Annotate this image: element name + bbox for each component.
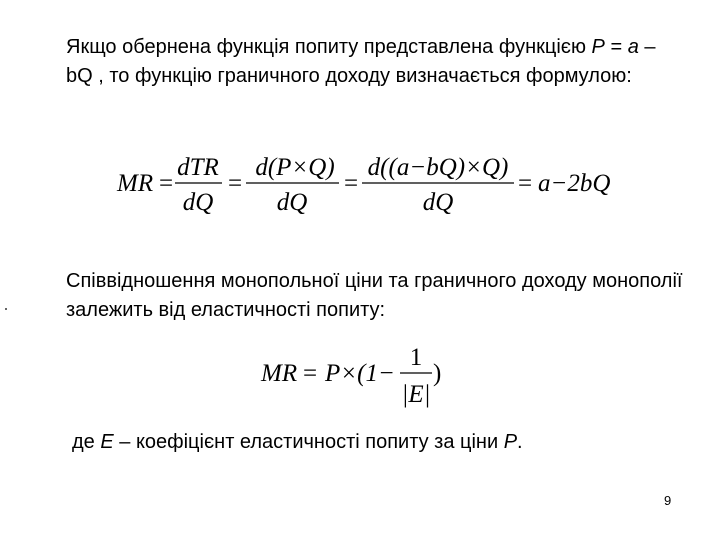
elasticity-formula <box>258 340 458 418</box>
page-number: 9 <box>664 493 672 508</box>
margin-mark <box>5 308 7 310</box>
formula2-equals: = <box>303 360 318 387</box>
formula2-close: ) <box>433 360 442 387</box>
variable-p-price: Р <box>503 431 518 453</box>
variable-e: Е <box>100 431 114 453</box>
formula1-equals-3: = <box>344 170 359 197</box>
intro-text-part: = <box>604 36 628 58</box>
formula2-denominator: |E| <box>401 381 431 408</box>
formula2-body: P×(1− <box>325 360 395 387</box>
formula2-numerator: 1 <box>409 344 423 371</box>
formula1-frac2-denominator: dQ <box>276 189 308 216</box>
marginal-revenue-formula <box>112 148 632 220</box>
definition-text-part: . <box>517 431 523 453</box>
formula1-frac2-numerator: d(P×Q) <box>255 154 335 181</box>
intro-text-part: – <box>638 36 656 58</box>
formula1-equals-1: = <box>159 170 174 197</box>
formula1-frac1-numerator: dTR <box>177 154 219 181</box>
definition-text-part: – коефіцієнт еластичності попиту за ціни <box>113 431 504 453</box>
variable-a: a <box>627 36 639 58</box>
intro-text-part: Якщо обернена функція попиту представлена функцією <box>66 36 592 58</box>
formula1-frac3-denominator: dQ <box>422 189 454 216</box>
formula1-frac1-denominator: dQ <box>182 189 214 216</box>
variable-bq: bQ <box>66 65 93 87</box>
definition-text-part: де <box>72 431 101 453</box>
formula1-equals-4: = <box>518 170 533 197</box>
variable-p: P <box>591 36 605 58</box>
intro-text-part: , то функцію граничного доходу визначається формулою: <box>92 65 632 87</box>
formula1-equals-2: = <box>228 170 243 197</box>
intro-paragraph <box>66 33 686 91</box>
definition-paragraph <box>72 428 692 457</box>
formula1-result: a−2bQ <box>538 170 611 197</box>
formula2-lhs: MR <box>261 360 298 387</box>
formula1-lhs: MR <box>117 170 154 197</box>
formula1-frac3-numerator: d((a−bQ)×Q) <box>367 154 509 181</box>
elasticity-paragraph: Співвідношення монопольної ціни та граничного доходу монополії залежить від еластичності попиту: <box>66 270 683 321</box>
